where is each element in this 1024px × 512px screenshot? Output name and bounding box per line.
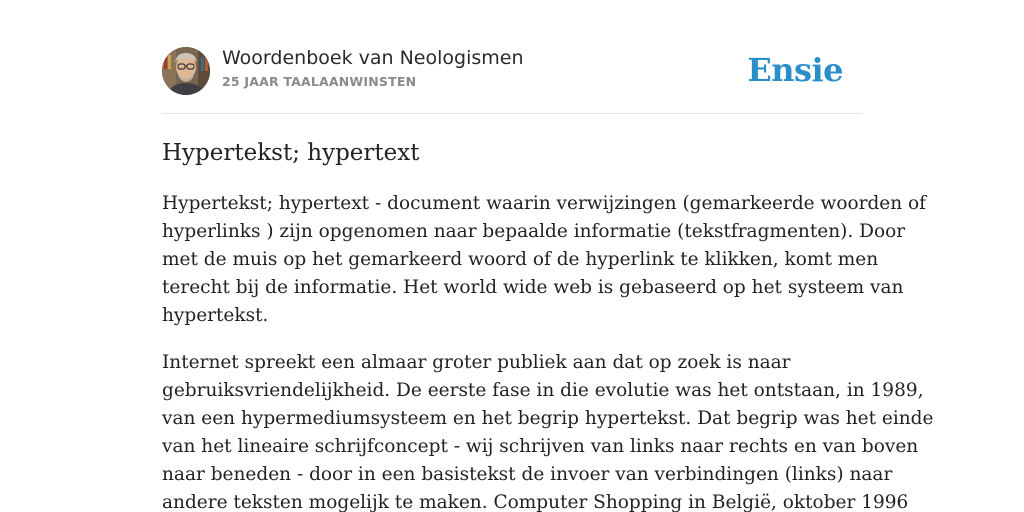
text-line: hypertekst. (162, 305, 269, 326)
source-subtitle: 25 JAAR TAALAANWINSTEN (222, 74, 417, 89)
text-line: gebruiksvriendelijkheid. De eerste fase in die evolutie was het ontstaan, in 1989, (162, 380, 924, 401)
text-line: terecht bij de informatie. Het world wide web is gebaseerd op het systeem van (162, 277, 904, 298)
text-line: naar beneden - door in een basistekst de invoer van verbindingen (links) naar (162, 464, 893, 485)
text-line: andere teksten mogelijk te maken. Computer Shopping in België, oktober 1996 (162, 492, 909, 512)
text-line: hyperlinks ) zijn opgenomen naar bepaalde informatie (tekstfragmenten). Door (162, 221, 906, 242)
text-line: van het lineaire schrijfconcept - wij schrijven van links naar rechts en van boven (162, 436, 919, 457)
article-body (162, 190, 934, 512)
avatar[interactable] (162, 47, 210, 95)
brand-logo[interactable]: Ensie (747, 51, 843, 89)
text-line: van een hypermediumsysteem en het begrip hypertekst. Dat begrip was het einde (162, 408, 934, 429)
divider (162, 113, 862, 114)
paragraph-quote (162, 349, 934, 512)
source-header (162, 46, 862, 96)
source-title[interactable]: Woordenboek van Neologismen (222, 47, 524, 69)
paragraph-definition (162, 190, 927, 330)
author-portrait-icon (162, 47, 210, 95)
text-line: met de muis op het gemarkeerd woord of de hyperlink te klikken, komt men (162, 249, 879, 270)
text-line: Internet spreekt een almaar groter publiek aan dat op zoek is naar (162, 352, 791, 373)
page-title: Hypertekst; hypertext (162, 140, 420, 166)
text-line: Hypertekst; hypertext - document waarin verwijzingen (gemarkeerde woorden of (162, 193, 927, 214)
